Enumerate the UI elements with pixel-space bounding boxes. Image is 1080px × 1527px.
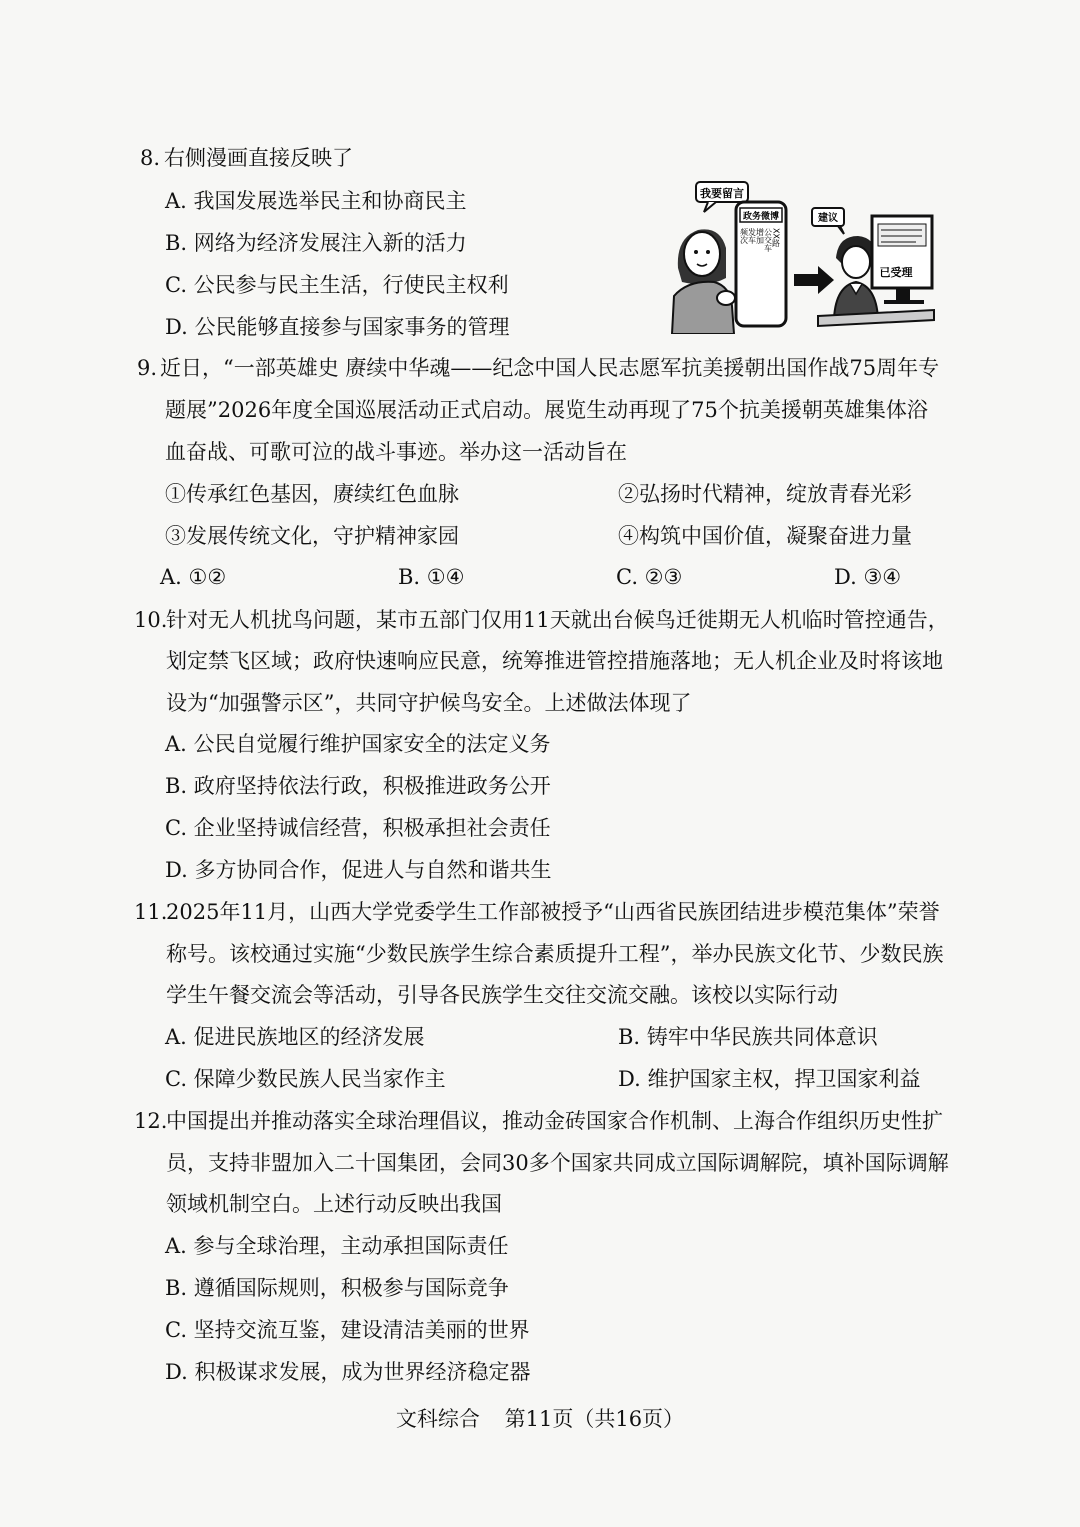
question-12-stem-line-3: 领域机制空白。上述行动反映出我国 — [166, 1192, 502, 1216]
question-12-option-c: C. 坚持交流互鉴，建设清洁美丽的世界 — [165, 1318, 530, 1342]
question-11-option-a: A. 促进民族地区的经济发展 — [165, 1025, 425, 1049]
phone-column-1: XX路 — [771, 228, 781, 247]
question-10-option-d: D. 多方协同合作，促进人与自然和谐共生 — [165, 858, 552, 882]
question-9-number: 9. — [137, 356, 158, 380]
question-9-statement-1: ①传承红色基因，赓续红色血脉 — [165, 482, 459, 506]
phone-column-4: 发车 — [747, 228, 757, 244]
question-10-stem-line-2: 划定禁飞区域；政府快速响应民意，统筹推进管控措施落地；无人机企业及时将该地 — [166, 649, 943, 673]
arrow-icon — [794, 266, 834, 294]
question-9-option-c: C. ②③ — [616, 565, 683, 589]
phone-column-2: 公交车 — [763, 228, 773, 252]
question-9-option-d: D. ③④ — [834, 565, 902, 589]
question-8-option-a: A. 我国发展选举民主和协商民主 — [165, 189, 467, 213]
page-footer — [0, 1404, 1080, 1434]
question-9-stem-line-3: 血奋战、可歌可泣的战斗事迹。举办这一活动旨在 — [165, 440, 627, 464]
question-12-option-a: A. 参与全球治理，主动承担国际责任 — [165, 1234, 509, 1258]
question-9-option-a: A. ①② — [160, 565, 227, 589]
question-10-option-a: A. 公民自觉履行维护国家安全的法定义务 — [165, 732, 551, 756]
question-11-stem-line-2: 称号。该校通过实施“少数民族学生综合素质提升工程”，举办民族文化节、少数民族 — [166, 942, 944, 966]
footer-page-number: 第11页（共16页） — [504, 1407, 685, 1431]
screen-stamp-text: 已受理 — [879, 266, 913, 279]
question-9-stem-line-1: 近日，“一部英雄史 赓续中华魂——纪念中国人民志愿军抗美援朝出国作战75周年专 — [160, 356, 940, 380]
question-10-stem-line-1: 针对无人机扰鸟问题，某市五部门仅用11天就出台候鸟迁徙期无人机临时管控通告， — [166, 608, 949, 632]
question-9-statement-3: ③发展传统文化，守护精神家园 — [165, 524, 459, 548]
question-11-option-b: B. 铸牢中华民族共同体意识 — [618, 1025, 878, 1049]
question-10-stem-line-3: 设为“加强警示区”，共同守护候鸟安全。上述做法体现了 — [166, 691, 692, 715]
phone-header-text: 政务微博 — [742, 212, 780, 222]
question-9-statement-2: ②弘扬时代精神，绽放青春光彩 — [618, 482, 912, 506]
question-10-number: 10. — [134, 608, 168, 632]
question-12-stem-line-2: 员，支持非盟加入二十国集团，会同30多个国家共同成立国际调解院，填补国际调解 — [166, 1151, 949, 1175]
question-11-stem-line-3: 学生午餐交流会等活动，引导各民族学生交往交流交融。该校以实际行动 — [166, 983, 838, 1007]
question-12-stem-line-1: 中国提出并推动落实全球治理倡议，推动金砖国家合作机制、上海合作组织历史性扩 — [166, 1109, 943, 1133]
question-8-cartoon — [668, 178, 936, 334]
phone — [736, 202, 786, 326]
question-8-number: 8. — [140, 146, 161, 170]
question-11-number: 11. — [134, 900, 168, 924]
question-12-number: 12. — [134, 1109, 168, 1133]
citizen-figure — [672, 229, 735, 334]
question-10-option-b: B. 政府坚持依法行政，积极推进政务公开 — [165, 774, 551, 798]
question-11-option-d: D. 维护国家主权，捍卫国家利益 — [618, 1067, 921, 1091]
question-11-option-c: C. 保障少数民族人民当家作主 — [165, 1067, 446, 1091]
footer-subject: 文科综合 — [395, 1407, 480, 1431]
question-10-option-c: C. 企业坚持诚信经营，积极承担社会责任 — [165, 816, 551, 840]
question-8-option-c: C. 公民参与民主生活，行使民主权利 — [165, 273, 509, 297]
speech-bubble-right — [812, 208, 844, 234]
bubble-left-text: 我要留言 — [700, 187, 744, 200]
question-12-option-d: D. 积极谋求发展，成为世界经济稳定器 — [165, 1360, 531, 1384]
question-8-option-d: D. 公民能够直接参与国家事务的管理 — [165, 315, 510, 339]
phone-column-3: 增加 — [755, 228, 765, 244]
question-8-option-b: B. 网络为经济发展注入新的活力 — [165, 231, 467, 255]
question-9-stem-line-2: 题展”2026年度全国巡展活动正式启动。展览生动再现了75个抗美援朝英雄集体浴 — [165, 398, 928, 422]
phone-column-5: 频次 — [739, 228, 749, 244]
question-9-option-b: B. ①④ — [398, 565, 465, 589]
question-8-stem: 右侧漫画直接反映了 — [164, 146, 353, 170]
question-11-stem-line-1: 2025年11月，山西大学党委学生工作部被授予“山西省民族团结进步模范集体”荣誉 — [166, 900, 940, 924]
computer-monitor — [872, 216, 932, 304]
question-9-statement-4: ④构筑中国价值，凝聚奋进力量 — [618, 524, 912, 548]
question-12-option-b: B. 遵循国际规则，积极参与国际竞争 — [165, 1276, 509, 1300]
bubble-right-text: 建议 — [818, 213, 838, 224]
